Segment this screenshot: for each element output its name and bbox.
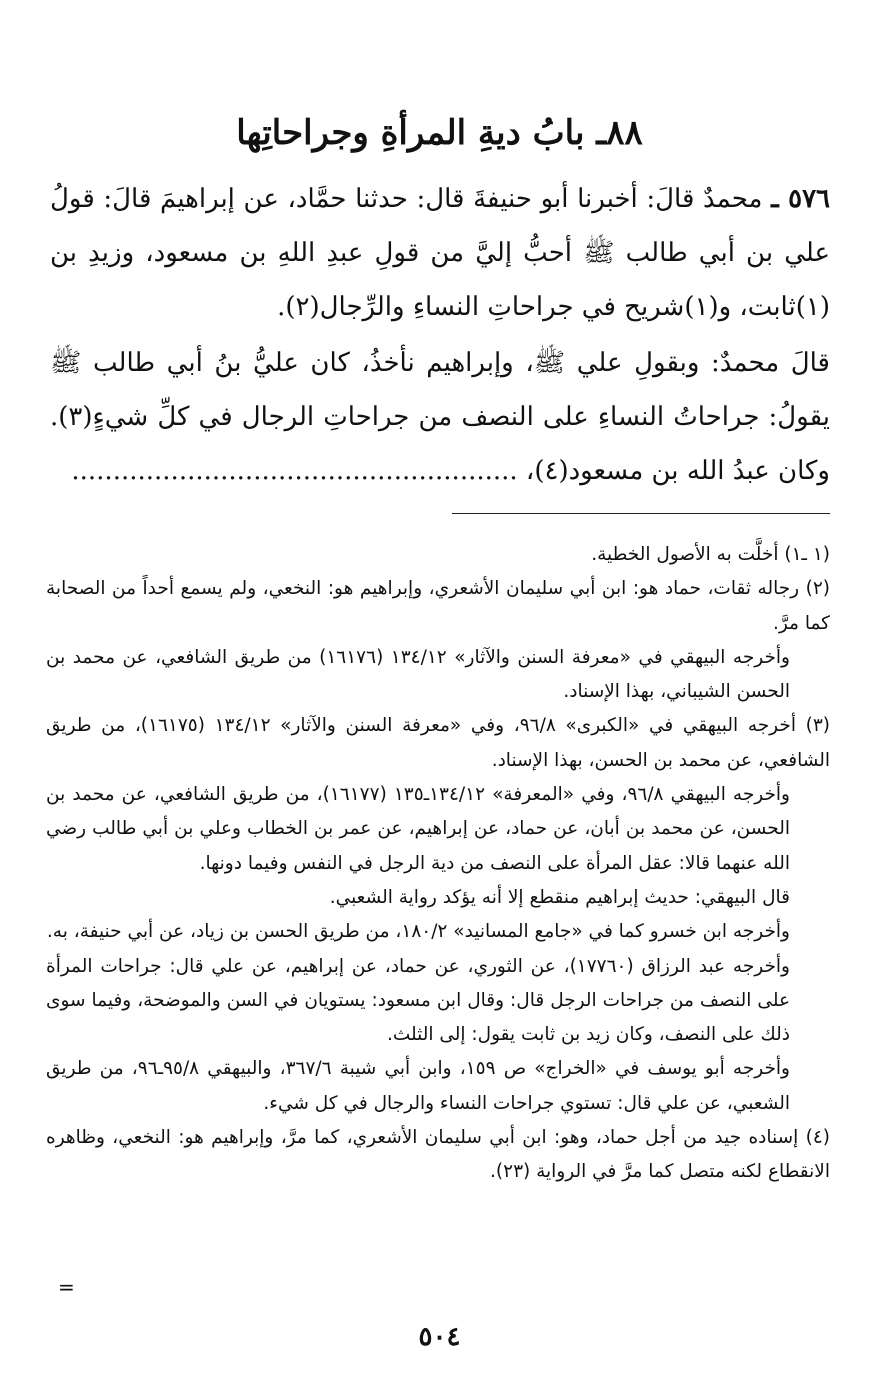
footnote-3-continuation: قال البيهقي: حديث إبراهيم منقطع إلا أنه يؤكد رواية الشعبي.: [329, 886, 790, 908]
footnote-2-continuation: وأخرجه البيهقي في «معرفة السنن والآثار» ١٣٤/١٢ (١٦١٧٦) من طريق الشافعي، عن محمد بن الحسن الشيباني، بهذا الإسناد.: [46, 646, 790, 703]
footnote-2: (٢) رجاله ثقات، حماد هو: ابن أبي سليمان الأشعري، وإبراهيم هو: النخعي، ولم يسمع أحداً من الصحابة كما مرَّ.: [46, 578, 830, 634]
commentary-paragraph: [50, 336, 830, 498]
footnote-3-continuation: وأخرجه عبد الرزاق (١٧٧٦٠)، عن الثوري، عن حماد، عن إبراهيم، عن علي قال: جراحات المرأة على النصف من جراحات الرجل قال: وقال ابن مسعود: يستويان في السن والموضحة، وفيما سوى ذلك على النصف، وكان زيد بن ثابت يقول: إلى الثلث.: [46, 955, 790, 1046]
chapter-title: ٨٨ـ بابُ ديةِ المرأةِ وجراحاتِها: [236, 113, 643, 153]
page-number: ٥٠٤: [418, 1322, 461, 1352]
footnote-3: (٣) أخرجه البيهقي في «الكبرى» ٩٦/٨، وفي «معرفة السنن والآثار» ١٣٤/١٢ (١٦١٧٥)، من طريق الشافعي، عن محمد بن الحسن، بهذا الإسناد.: [46, 715, 830, 771]
footnote-3-continuation: وأخرجه أبو يوسف في «الخراج» ص ١٥٩، وابن أبي شيبة ٣٦٧/٦، والبيهقي ٩٥/٨ـ٩٦، من طريق الشعبي، عن علي قال: تستوي جراحات النساء والرجال في كل شيء.: [46, 1058, 790, 1114]
footnote-separator: [452, 513, 830, 514]
footnote-1: (١ ـ١) أخلَّت به الأصول الخطية.: [591, 544, 830, 565]
hadith-text: محمدٌ قالَ: أخبرنا أبو حنيفةَ قال: حدثنا حمَّاد، عن إبراهيمَ قالَ: قولُ علي بن أبي طالب ﷺ أحبُّ إليَّ من قولِ عبدِ اللهِ بن مسعود، وزيدِ بن (١)ثابت، و(١)شريح في جراحاتِ النساءِ والرِّجال(٢).: [50, 184, 830, 322]
footnote-3-continuation: وأخرجه ابن خسرو كما في «جامع المسانيد» ١٨٠/٢، من طريق الحسن بن زياد، عن أبي حنيفة، به.: [46, 921, 790, 943]
hadith-number: ٥٧٦ ـ: [771, 184, 831, 214]
commentary-text: قالَ محمدٌ: وبقولِ علي ﷺ، وإبراهيم نأخذُ، كان عليُّ بنُ أبي طالب ﷺ يقولُ: جراحاتُ النساءِ على النصف من جراحاتِ الرجال في كلِّ شيءٍ(٣). وكان عبدُ الله بن مسعود(٤)، ......................................................: [50, 348, 830, 486]
hadith-paragraph: [50, 172, 830, 334]
continuation-mark: =: [58, 1275, 75, 1299]
footnotes: [46, 538, 830, 1190]
footnote-3-continuation: وأخرجه البيهقي ٩٦/٨، وفي «المعرفة» ١٣٤/١٢ـ١٣٥ (١٦١٧٧)، من طريق الشافعي، عن محمد بن الحسن، عن محمد بن أبان، عن حماد، عن إبراهيم، عن عمر بن الخطاب وعلي بن أبي طالب رضي الله عنهما قالا: عقل المرأة على النصف من دية الرجل في النفس وفيما دونها.: [46, 784, 790, 874]
footnote-4: (٤) إسناده جيد من أجل حماد، وهو: ابن أبي سليمان الأشعري، كما مرَّ، وإبراهيم هو: النخعي، وظاهره الانقطاع لكنه متصل كما مرَّ في الرواية (٢٣).: [46, 1127, 830, 1183]
